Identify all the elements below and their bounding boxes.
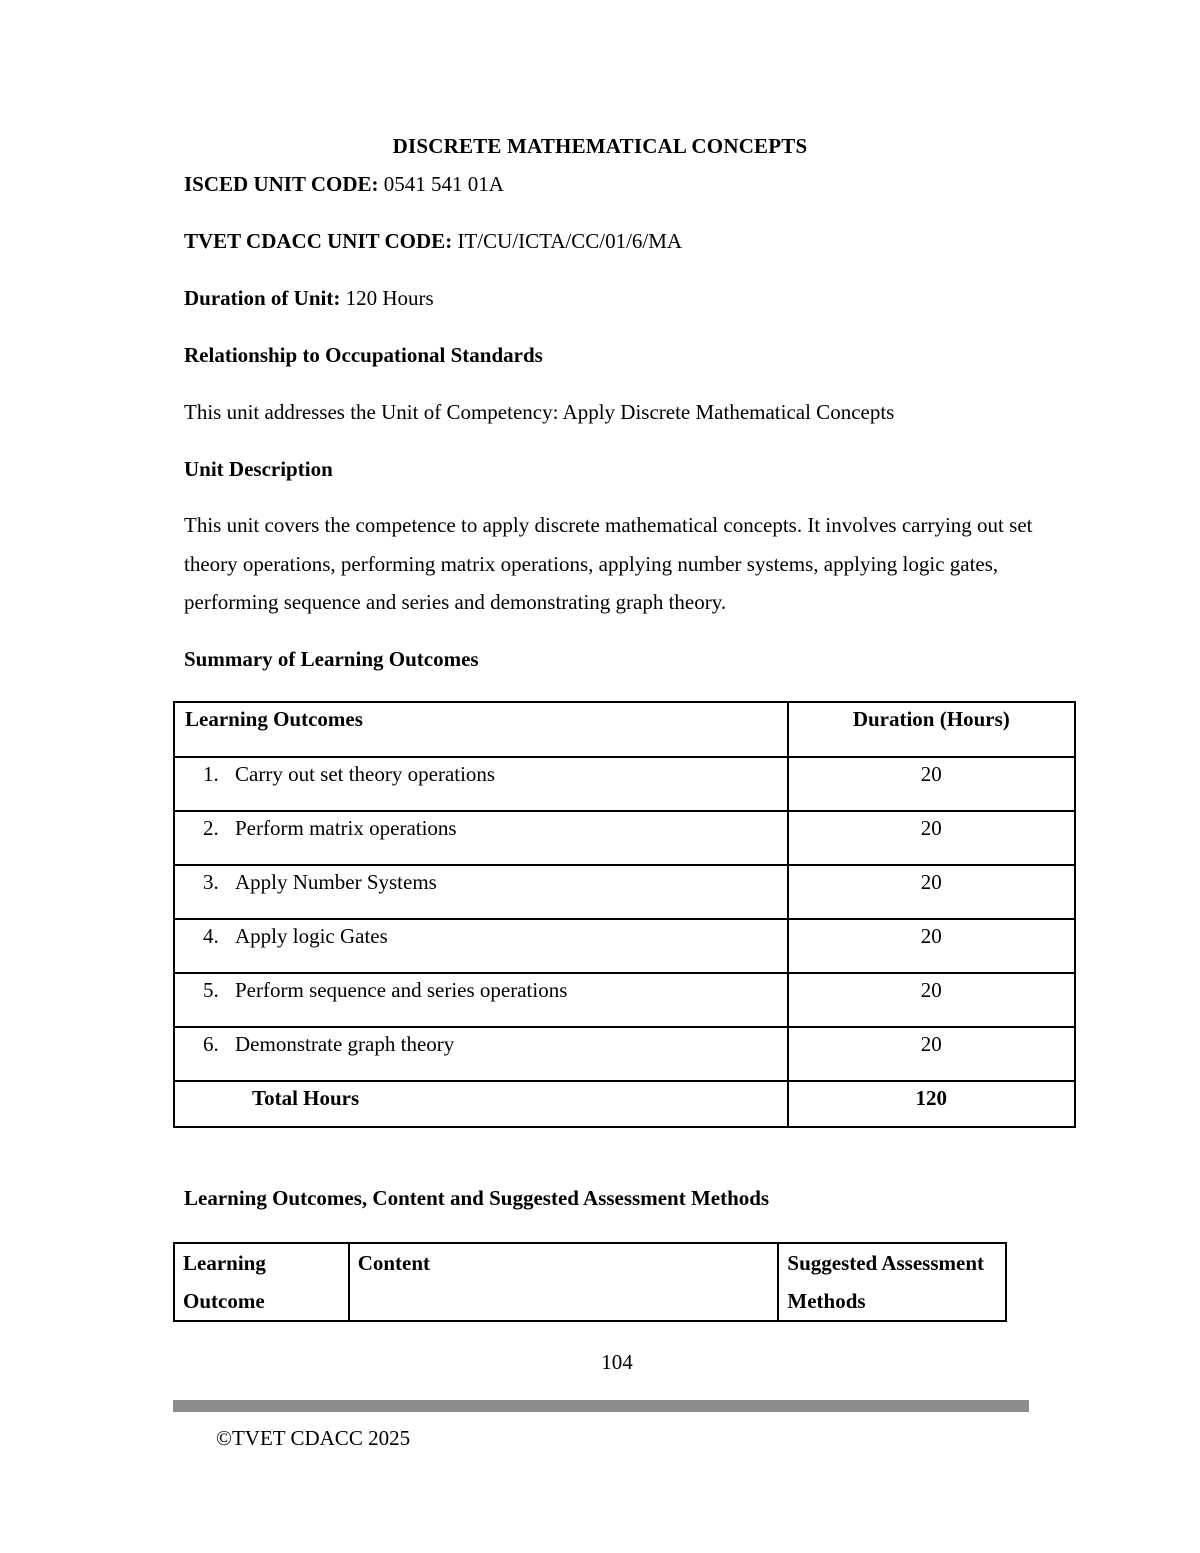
learning-outcomes-table — [173, 701, 1076, 1128]
summary-heading: Summary of Learning Outcomes — [184, 647, 479, 671]
assessment-methods-table — [173, 1242, 1007, 1322]
table-row — [174, 757, 1075, 811]
page-number: 104 — [601, 1350, 633, 1374]
outcome-number: 1. — [203, 762, 219, 786]
table-header-row — [174, 1243, 1006, 1321]
tvet-value: IT/CU/ICTA/CC/01/6/MA — [452, 229, 683, 253]
table-row — [174, 811, 1075, 865]
header-content: Content — [349, 1243, 779, 1321]
isced-unit-code — [184, 172, 504, 197]
relationship-heading: Relationship to Occupational Standards — [184, 343, 543, 367]
description-text: This unit covers the competence to apply discrete mathematical concepts. It involves carrying out set theory operations, performing matrix operations, applying number systems, applying logic gates, performing sequence and series and demonstrating graph theory. — [184, 513, 1033, 614]
outcome-number: 6. — [203, 1032, 219, 1056]
isced-label: ISCED UNIT CODE: — [184, 172, 379, 196]
header-learning-outcomes: Learning Outcomes — [174, 702, 788, 757]
outcome-number: 3. — [203, 870, 219, 894]
outcome-text: Apply Number Systems — [235, 870, 437, 894]
total-label: Total Hours — [174, 1081, 788, 1127]
isced-value: 0541 541 01A — [378, 172, 504, 196]
assessment-heading: Learning Outcomes, Content and Suggested Assessment Methods — [184, 1186, 770, 1210]
unit-duration — [184, 286, 434, 311]
outcome-number: 2. — [203, 816, 219, 840]
outcome-number: 5. — [203, 978, 219, 1002]
outcome-cell — [174, 865, 788, 919]
hours-cell: 20 — [788, 811, 1075, 865]
table-row — [174, 1027, 1075, 1081]
table-row — [174, 973, 1075, 1027]
outcome-cell — [174, 811, 788, 865]
outcome-text: Carry out set theory operations — [235, 762, 496, 786]
outcome-number: 4. — [203, 924, 219, 948]
hours-cell: 20 — [788, 973, 1075, 1027]
outcome-text: Perform matrix operations — [235, 816, 457, 840]
relationship-text: This unit addresses the Unit of Competency: Apply Discrete Mathematical Concepts — [184, 400, 895, 424]
outcome-text: Perform sequence and series operations — [235, 978, 568, 1002]
footer-divider — [173, 1400, 1029, 1412]
outcome-cell — [174, 1027, 788, 1081]
outcome-text: Demonstrate graph theory — [235, 1032, 455, 1056]
outcome-text: Apply logic Gates — [235, 924, 388, 948]
header-duration: Duration (Hours) — [788, 702, 1075, 757]
duration-label: Duration of Unit: — [184, 286, 341, 310]
tvet-unit-code — [184, 229, 682, 254]
hours-cell: 20 — [788, 865, 1075, 919]
document-title: DISCRETE MATHEMATICAL CONCEPTS — [392, 134, 808, 158]
description-heading: Unit Description — [184, 457, 333, 481]
total-value: 120 — [788, 1081, 1075, 1127]
duration-value: 120 Hours — [340, 286, 434, 310]
table-header-row — [174, 702, 1075, 757]
hours-cell: 20 — [788, 757, 1075, 811]
hours-cell: 20 — [788, 1027, 1075, 1081]
total-row — [174, 1081, 1075, 1127]
copyright-notice: ©TVET CDACC 2025 — [216, 1426, 411, 1450]
tvet-label: TVET CDACC UNIT CODE: — [184, 229, 453, 253]
hours-cell: 20 — [788, 919, 1075, 973]
table-row — [174, 865, 1075, 919]
outcome-cell — [174, 919, 788, 973]
header-assessment-methods: Suggested Assessment Methods — [778, 1243, 1006, 1321]
outcome-cell — [174, 973, 788, 1027]
outcome-cell — [174, 757, 788, 811]
table-row — [174, 919, 1075, 973]
header-learning-outcome: Learning Outcome — [174, 1243, 349, 1321]
